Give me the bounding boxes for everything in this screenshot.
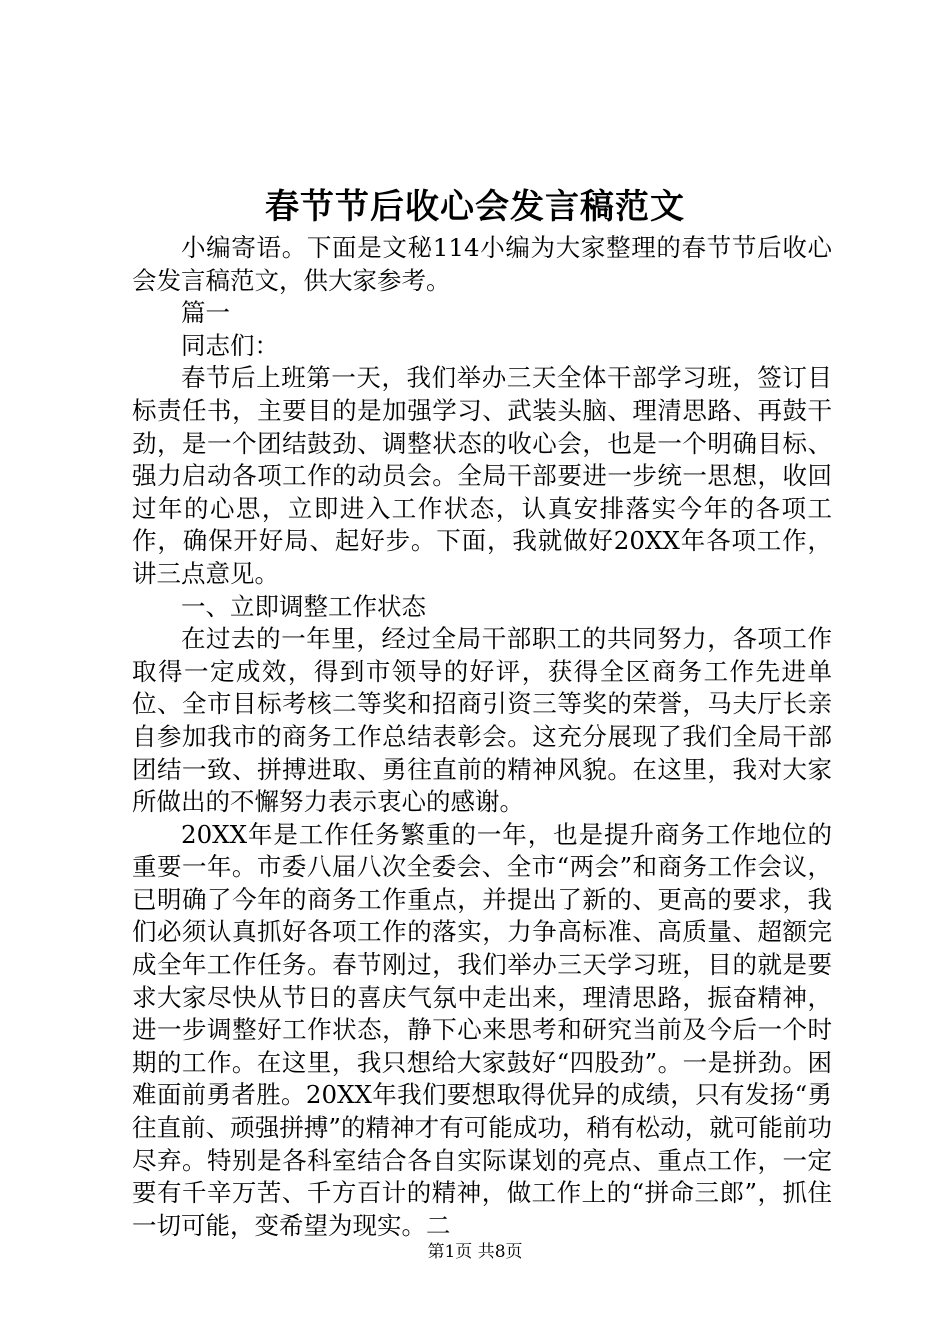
paragraph-tasks: 20XX年是工作任务繁重的一年，也是提升商务工作地位的重要一年。市委八届八次全委会、全市“两会”和商务工作会议，已明确了今年的商务工作重点，并提出了新的、更高的要求，我们必须认真抓好各项工作的落实，力争高标准、高质量、超额完成全年工作任务。春节刚过，我们举办三天学习班，目的就是要求大家尽快从节日的喜庆气氛中走出来，理清思路，振奋精神，进一步调整好工作状态，静下心来思考和研究当前及今后一个时期的工作。在这里，我只想给大家鼓好“四股劲”。一是拼劲。困难面前勇者胜。20XX年我们要想取得优异的成绩，只有发扬“勇往直前、顽强拼搏”的精神才有可能成功，稍有松动，就可能前功尽弃。特别是各科室结合各自实际谋划的亮点、重点工作，一定要有千辛万苦、千方百计的精神，做工作上的“拼命三郎”，抓住一切可能，变希望为现实。二 xyxy=(132,819,832,1240)
paragraph-intro: 小编寄语。下面是文秘114小编为大家整理的春节节后收心会发言稿范文，供大家参考。 xyxy=(132,233,832,295)
page-number: 第1页 共8页 xyxy=(427,1242,523,1262)
document-body xyxy=(132,232,832,1242)
paragraph-heading-one: 一、立即调整工作状态 xyxy=(181,591,426,621)
document-title: 春节节后收心会发言稿范文 xyxy=(265,187,685,227)
paragraph-section-label: 篇一 xyxy=(181,298,230,328)
paragraph-review: 在过去的一年里，经过全局干部职工的共同努力，各项工作取得一定成效，得到市领导的好评，获得全区商务工作先进单位、全市目标考核二等奖和招商引资三等奖的荣誉，马夫厅长亲自参加我市的商务工作总结表彰会。这充分展现了我们全局干部团结一致、拼搏进取、勇往直前的精神风貌。在这里，我对大家所做出的不懈努力表示衷心的感谢。 xyxy=(132,624,832,817)
paragraph-salutation: 同志们： xyxy=(181,330,279,360)
paragraph-opening: 春节后上班第一天，我们举办三天全体干部学习班，签订目标责任书，主要目的是加强学习、武装头脑、理清思路、再鼓干劲，是一个团结鼓劲、调整状态的收心会，也是一个明确目标、强力启动各项工作的动员会。全局干部要进一步统一思想，收回过年的心思，立即进入工作状态，认真安排落实今年的各项工作，确保开好局、起好步。下面，我就做好20XX年各项工作，讲三点意见。 xyxy=(132,363,832,588)
